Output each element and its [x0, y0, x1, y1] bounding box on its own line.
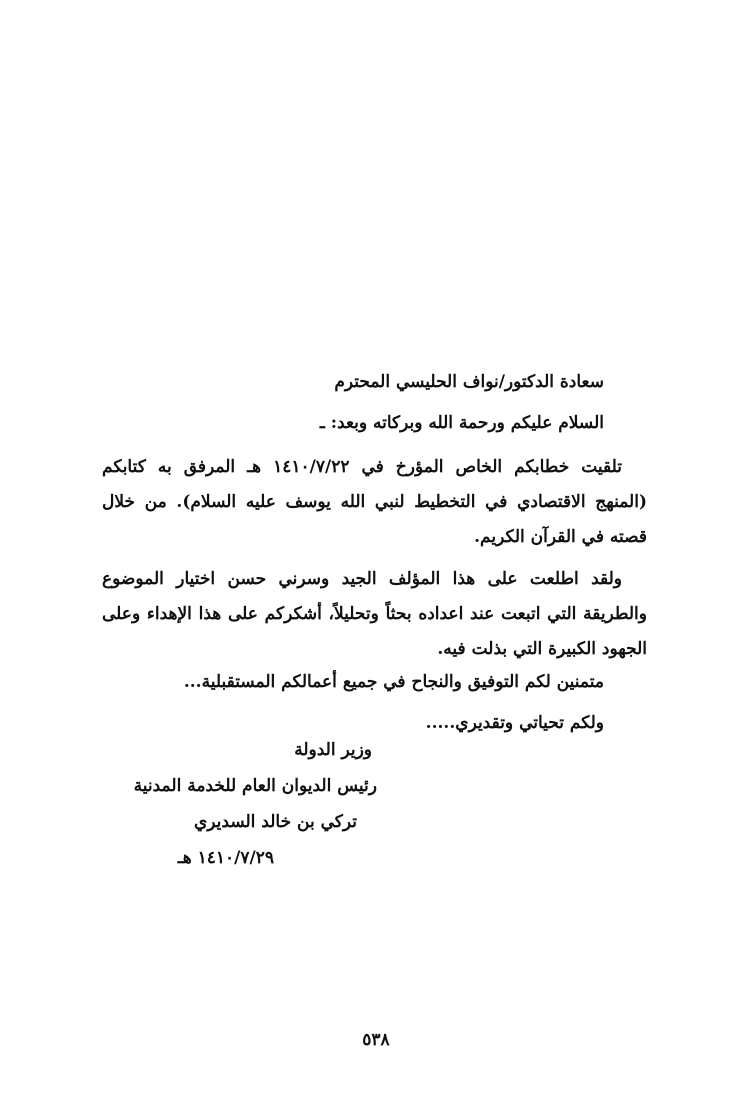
signature-title: وزير الدولة — [294, 740, 372, 760]
page-number: ٥٣٨ — [362, 1030, 390, 1050]
letter-salutation: سعادة الدكتور/نواف الحليسي المحترم — [334, 372, 604, 392]
letter-paragraph-2: ولقد اطلعت على هذا المؤلف الجيد وسرني حسن اختيار الموضوع والطريقة التي اتبعت عند اعداده بحثاً وتحليلاً، أشكركم على هذا الإهداء وعلى الجهود الكبيرة التي بذلت فيه. — [102, 569, 647, 659]
letter-closing-wishes: متمنين لكم التوفيق والنجاح في جميع أعمالكم المستقبلية... — [183, 672, 604, 692]
signature-office: رئيس الديوان العام للخدمة المدنية — [133, 776, 377, 796]
signature-date: ١٤١٠/٧/٢٩ هـ — [177, 848, 274, 868]
letter-closing-regards: ولكم تحياتي وتقديري..... — [425, 713, 604, 733]
letter-paragraph-1: تلقيت خطابكم الخاص المؤرخ في ١٤١٠/٧/٢٢ هـ المرفق به كتابكم (المنهج الاقتصادي في التخطيط لنبي الله يوسف عليه السلام). من خلال قصته في القرآن الكريم. — [102, 457, 647, 547]
signature-name: تركي بن خالد السديري — [193, 812, 357, 832]
letter-greeting: السلام عليكم ورحمة الله وبركاته وبعد: ـ — [319, 413, 604, 433]
